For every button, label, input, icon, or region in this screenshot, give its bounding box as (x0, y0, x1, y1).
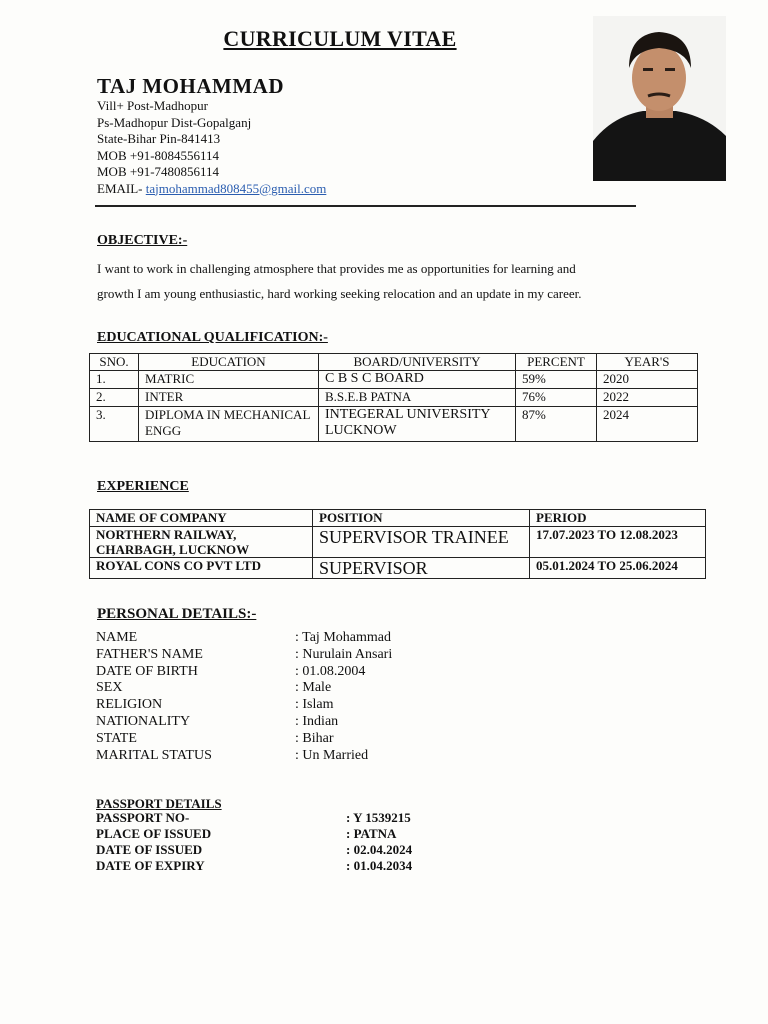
personal-details-heading: PERSONAL DETAILS:- (97, 606, 257, 622)
table-cell: NORTHERN RAILWAY, CHARBAGH, LUCKNOW (90, 527, 313, 558)
passport-values (346, 810, 412, 874)
email-link[interactable]: tajmohammad808455@gmail.com (145, 180, 327, 196)
candidate-name: TAJ MOHAMMAD (97, 74, 284, 98)
field-label: FATHER'S NAME (96, 646, 203, 662)
column-header: SNO. (90, 354, 139, 371)
table-cell: 59% (516, 371, 597, 389)
table-row (90, 371, 698, 389)
field-label: DATE OF ISSUED (96, 842, 203, 857)
objective-line: growth I am young enthusiastic, hard working seeking relocation and an update in my career. (97, 286, 582, 301)
experience-table (89, 509, 706, 579)
field-label: MARITAL STATUS (96, 747, 212, 763)
mobile-number: MOB +91-8084556114 (97, 147, 220, 163)
field-label: SEX (96, 680, 123, 696)
email-line (97, 181, 326, 198)
table-cell: 3. (90, 407, 139, 442)
table-cell: SUPERVISOR (313, 558, 530, 579)
field-value: : Nurulain Ansari (295, 646, 393, 662)
mobile-number: MOB +91-7480856114 (97, 164, 220, 179)
table-header-row (90, 354, 698, 371)
table-cell: 2022 (597, 389, 698, 407)
table-cell: 05.01.2024 TO 25.06.2024 (530, 558, 706, 579)
contact-block (97, 98, 326, 197)
experience-heading: EXPERIENCE (97, 479, 189, 494)
column-header: PERCENT (516, 354, 597, 371)
field-value: : 01.08.2004 (295, 663, 366, 679)
email-label: EMAIL- (97, 180, 146, 196)
education-heading: EDUCATIONAL QUALIFICATION:- (97, 330, 328, 345)
table-cell: DIPLOMA IN MECHANICAL ENGG (139, 407, 319, 442)
address-line: Vill+ Post-Madhopur (97, 98, 208, 113)
field-value: : Un Married (295, 747, 369, 763)
personal-values (295, 630, 392, 764)
field-label: PLACE OF ISSUED (96, 826, 212, 841)
education-table (89, 353, 698, 442)
field-label: DATE OF BIRTH (96, 663, 198, 679)
field-label: PASSPORT NO- (96, 810, 190, 825)
field-value: : Male (295, 680, 332, 696)
document-title: CURRICULUM VITAE (223, 26, 457, 51)
table-cell: ROYAL CONS CO PVT LTD (90, 558, 313, 579)
person-portrait-icon (593, 16, 726, 181)
address-line: State-Bihar Pin-841413 (97, 131, 221, 146)
table-cell: INTEGERAL UNIVERSITY LUCKNOW (319, 407, 516, 442)
table-row (90, 389, 698, 407)
table-header-row (90, 510, 706, 527)
table-cell: 17.07.2023 TO 12.08.2023 (530, 527, 706, 558)
table-cell: INTER (139, 389, 319, 407)
column-header: EDUCATION (139, 354, 319, 371)
field-value: : Taj Mohammad (295, 630, 391, 645)
table-cell: 2024 (597, 407, 698, 442)
passport-heading: PASSPORT DETAILS (96, 796, 222, 811)
table-cell: SUPERVISOR TRAINEE (313, 527, 530, 558)
table-cell: B.S.E.B PATNA (319, 389, 516, 407)
field-label: DATE OF EXPIRY (96, 858, 205, 873)
table-cell: 1. (90, 371, 139, 389)
objective-line: I want to work in challenging atmosphere that provides me as opportunities for learning and (97, 261, 576, 276)
table-cell: 2. (90, 389, 139, 407)
field-value: : 02.04.2024 (346, 842, 413, 857)
table-row (90, 558, 706, 579)
field-label: STATE (96, 730, 137, 746)
field-label: NAME (96, 630, 138, 645)
objective-text (97, 256, 657, 306)
field-label: NATIONALITY (96, 713, 191, 729)
header-divider (95, 205, 636, 207)
column-header: YEAR'S (597, 354, 698, 371)
field-value: : Islam (295, 697, 334, 713)
table-cell: C B S C BOARD (319, 371, 516, 389)
table-cell: 2020 (597, 371, 698, 389)
profile-photo (593, 16, 726, 181)
personal-labels (96, 630, 212, 764)
table-cell: 87% (516, 407, 597, 442)
address-line: Ps-Madhopur Dist-Gopalganj (97, 114, 252, 130)
column-header: PERIOD (530, 510, 706, 527)
column-header: POSITION (313, 510, 530, 527)
table-cell: 76% (516, 389, 597, 407)
field-value: : Y 1539215 (346, 810, 411, 825)
table-row (90, 407, 698, 442)
objective-heading: OBJECTIVE:- (97, 233, 188, 248)
table-cell: MATRIC (139, 371, 319, 389)
field-value: : 01.04.2034 (346, 858, 413, 873)
column-header: BOARD/UNIVERSITY (319, 354, 516, 371)
table-row (90, 527, 706, 558)
column-header: NAME OF COMPANY (90, 510, 313, 527)
passport-labels (96, 810, 211, 874)
field-value: : Indian (295, 713, 339, 729)
field-label: RELIGION (96, 697, 163, 713)
field-value: : Bihar (295, 730, 334, 746)
field-value: : PATNA (346, 826, 397, 841)
